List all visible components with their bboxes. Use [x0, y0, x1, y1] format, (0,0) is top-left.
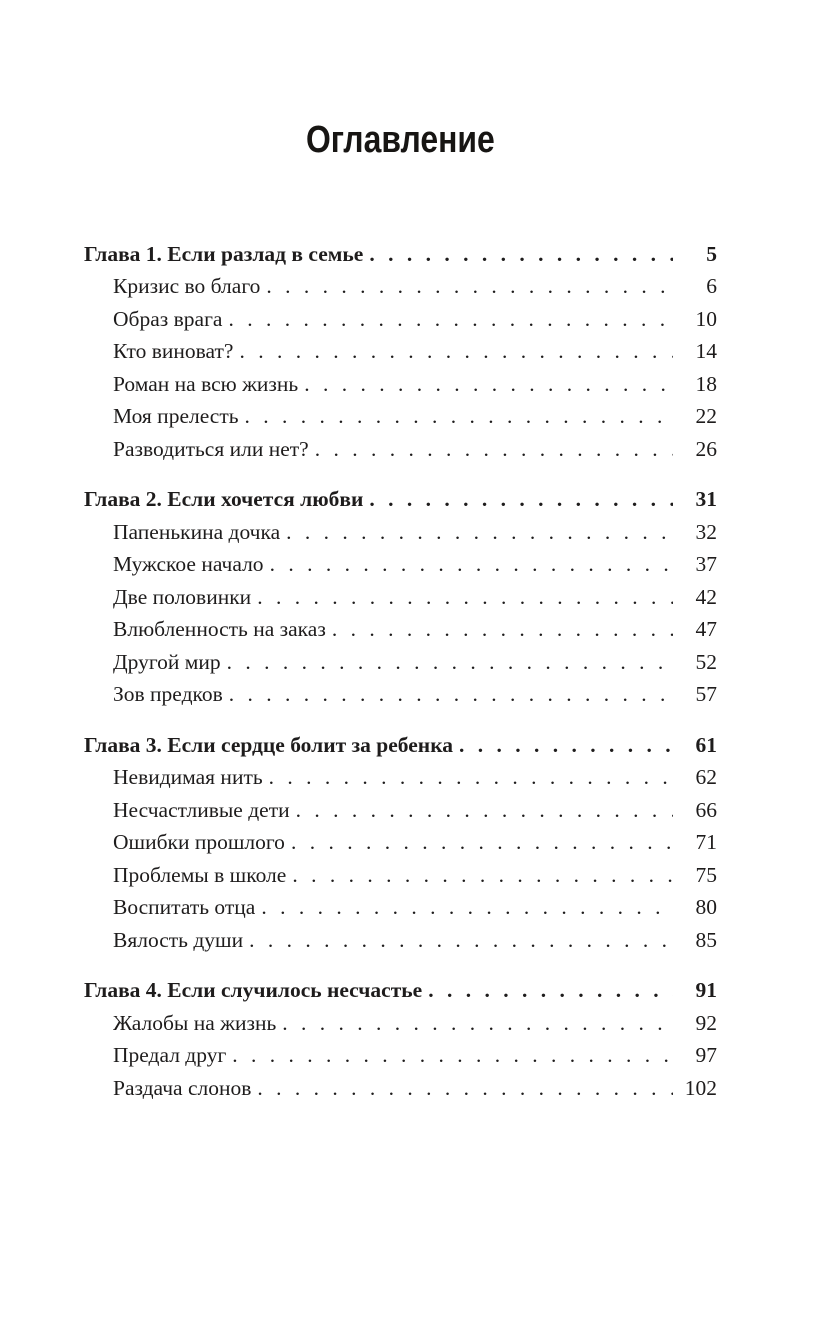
- toc-entry-page-number: 80: [695, 895, 717, 920]
- toc-entry-page-number: 62: [695, 765, 717, 790]
- toc-entry-title: Папенькина дочка: [113, 519, 281, 544]
- toc-entry-page-number: 42: [695, 584, 717, 609]
- dot-leader: [228, 303, 673, 336]
- dot-leader: [257, 1072, 673, 1105]
- toc-entry-title: Предал друг: [113, 1043, 227, 1068]
- toc-entry-title: Образ врага: [113, 306, 223, 331]
- toc-entry-page-number: 31: [695, 487, 717, 512]
- toc-entry-page-number: 10: [695, 306, 717, 331]
- toc-entry-title: Невидимая нить: [113, 765, 263, 790]
- toc-entry-title: Глава 3. Если сердце болит за ребенка: [84, 732, 454, 757]
- dot-leader: [266, 270, 673, 303]
- toc-chapter-row: [84, 974, 717, 1007]
- toc-sub-row: [84, 859, 717, 892]
- toc-entry-page-number: 85: [695, 927, 717, 952]
- toc-entry-page-number: 37: [695, 552, 717, 577]
- dot-leader: [369, 483, 673, 516]
- toc-entry-page-number: 71: [695, 830, 717, 855]
- toc-sub-row: [84, 761, 717, 794]
- toc-entry-page-number: 102: [684, 1075, 717, 1100]
- dot-leader: [257, 581, 673, 614]
- dot-leader: [291, 826, 673, 859]
- toc-entry-page-number: 32: [695, 519, 717, 544]
- dot-leader: [292, 859, 673, 892]
- toc-sub-row: [84, 613, 717, 646]
- toc-entry-page-number: 22: [695, 404, 717, 429]
- toc-entry-title: Воспитать отца: [113, 895, 256, 920]
- toc-entry-page-number: 91: [695, 978, 717, 1003]
- dot-leader: [332, 613, 673, 646]
- toc-entry-title: Моя прелесть: [113, 404, 239, 429]
- dot-leader: [286, 516, 673, 549]
- toc-entry-page-number: 61: [695, 732, 717, 757]
- toc-entry-title: Кризис во благо: [113, 274, 261, 299]
- toc-entry-title: Ошибки прошлого: [113, 830, 285, 855]
- toc-sub-row: [84, 303, 717, 336]
- toc-entry-title: Раздача слонов: [113, 1075, 252, 1100]
- toc-sub-row: [84, 1007, 717, 1040]
- toc-entry-title: Жалобы на жизнь: [113, 1010, 277, 1035]
- dot-leader: [229, 678, 673, 711]
- dot-leader: [245, 400, 673, 433]
- toc-entry-title: Влюбленность на заказ: [113, 617, 326, 642]
- toc-entry-title: Две половинки: [113, 584, 252, 609]
- dot-leader: [304, 368, 673, 401]
- toc-sub-row: [84, 581, 717, 614]
- dot-leader: [232, 1039, 673, 1072]
- toc-sub-row: [84, 270, 717, 303]
- toc-sub-row: [84, 548, 717, 581]
- toc-entry-page-number: 26: [695, 436, 717, 461]
- table-of-contents: [84, 238, 717, 1105]
- dot-leader: [459, 729, 673, 762]
- toc-sub-row: [84, 335, 717, 368]
- toc-entry-title: Другой мир: [113, 649, 221, 674]
- toc-sub-row: [84, 891, 717, 924]
- toc-entry-title: Несчастливые дети: [113, 797, 290, 822]
- toc-entry-title: Глава 4. Если случилось несчастье: [84, 978, 423, 1003]
- dot-leader: [282, 1007, 673, 1040]
- toc-entry-page-number: 47: [695, 617, 717, 642]
- toc-sub-row: [84, 368, 717, 401]
- toc-sub-row: [84, 1039, 717, 1072]
- book-page: [0, 120, 817, 1320]
- toc-entry-page-number: 57: [695, 682, 717, 707]
- toc-entry-title: Мужское начало: [113, 552, 264, 577]
- toc-sub-row: [84, 924, 717, 957]
- toc-entry-title: Разводиться или нет?: [113, 436, 309, 461]
- dot-leader: [428, 974, 673, 1007]
- toc-sub-row: [84, 433, 717, 466]
- toc-entry-title: Проблемы в школе: [113, 862, 287, 887]
- toc-entry-title: Зов предков: [113, 682, 223, 707]
- dot-leader: [227, 646, 673, 679]
- page-title-text: Оглавление: [306, 119, 495, 161]
- dot-leader: [270, 548, 673, 581]
- dot-leader: [369, 238, 673, 271]
- toc-entry-title: Роман на всю жизнь: [113, 371, 299, 396]
- toc-entry-page-number: 6: [706, 274, 717, 299]
- toc-sub-row: [84, 1072, 717, 1105]
- toc-entry-page-number: 14: [695, 339, 717, 364]
- toc-entry-page-number: 66: [695, 797, 717, 822]
- toc-chapter-row: [84, 238, 717, 271]
- toc-sub-row: [84, 794, 717, 827]
- dot-leader: [315, 433, 673, 466]
- toc-entry-title: Глава 2. Если хочется любви: [84, 487, 364, 512]
- toc-entry-title: Вялость души: [113, 927, 244, 952]
- toc-entry-title: Глава 1. Если разлад в семье: [84, 241, 364, 266]
- dot-leader: [249, 924, 673, 957]
- toc-entry-title: Кто виноват?: [113, 339, 234, 364]
- toc-entry-page-number: 52: [695, 649, 717, 674]
- toc-chapter-row: [84, 729, 717, 762]
- toc-sub-row: [84, 516, 717, 549]
- toc-sub-row: [84, 826, 717, 859]
- toc-entry-page-number: 18: [695, 371, 717, 396]
- toc-chapter-row: [84, 483, 717, 516]
- dot-leader: [239, 335, 673, 368]
- page-title: [84, 120, 717, 162]
- toc-entry-page-number: 5: [706, 241, 717, 266]
- toc-sub-row: [84, 400, 717, 433]
- toc-entry-page-number: 75: [695, 862, 717, 887]
- toc-sub-row: [84, 646, 717, 679]
- toc-entry-page-number: 92: [695, 1010, 717, 1035]
- toc-entry-page-number: 97: [695, 1043, 717, 1068]
- dot-leader: [261, 891, 673, 924]
- dot-leader: [269, 761, 673, 794]
- toc-sub-row: [84, 678, 717, 711]
- dot-leader: [296, 794, 673, 827]
